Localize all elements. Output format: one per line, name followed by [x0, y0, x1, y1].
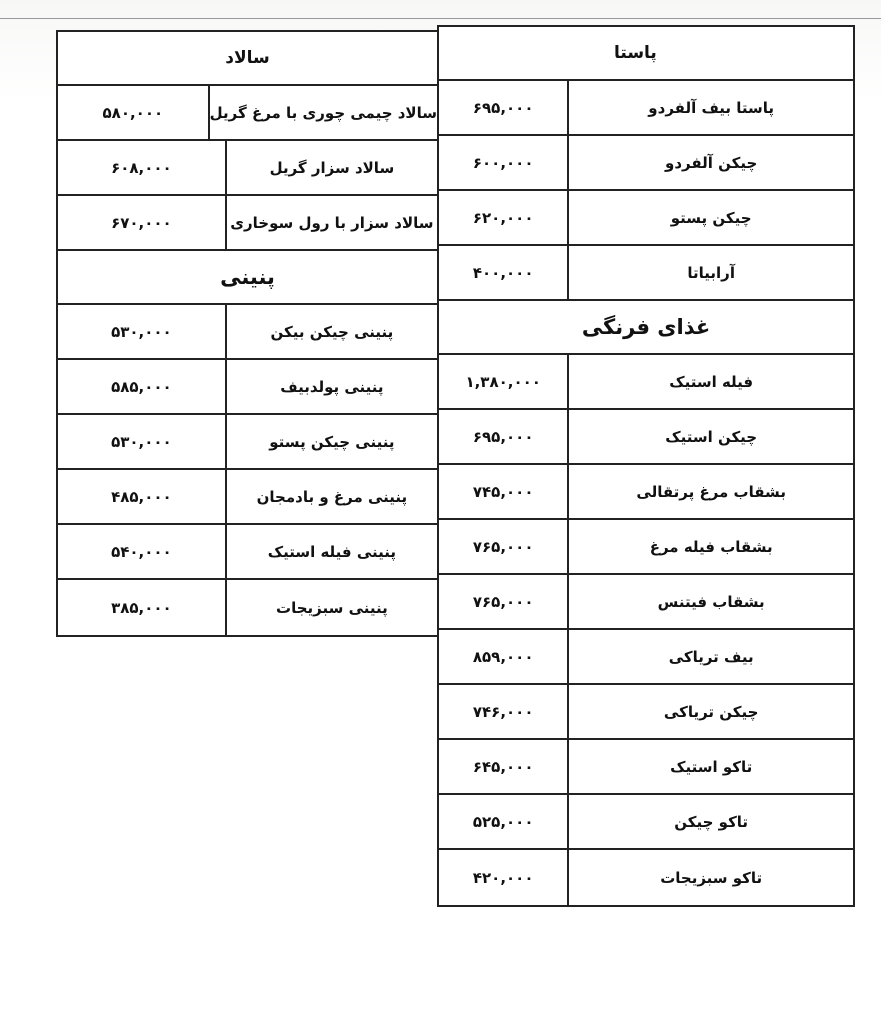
menu-row — [58, 196, 437, 251]
item-name: چیکن استیک — [567, 410, 853, 463]
item-price: ۴۰۰,۰۰۰ — [472, 263, 534, 282]
item-price: ۴۸۵,۰۰۰ — [111, 487, 172, 506]
menu-row — [58, 470, 437, 525]
western-food-section-title: غذای فرنگی — [439, 301, 853, 355]
menu-row — [58, 141, 437, 196]
menu-row — [439, 795, 853, 850]
paper-edge — [0, 18, 881, 19]
item-name: سالاد چیمی چوری با مرغ گریل — [208, 86, 437, 139]
item-price: ۶۴۵,۰۰۰ — [472, 757, 534, 776]
salad-section-title: سالاد — [58, 32, 437, 86]
menu-row — [439, 850, 853, 905]
item-name: تاکو استیک — [567, 740, 853, 793]
item-name: پنینی چیکن بیکن — [225, 305, 437, 358]
item-price: ۵۸۰,۰۰۰ — [102, 103, 164, 122]
western-food-list — [439, 355, 853, 905]
item-name: پنینی پولدبیف — [225, 360, 437, 413]
item-price: ۵۲۵,۰۰۰ — [472, 812, 534, 831]
menu-row — [439, 355, 853, 410]
item-price: ۶۰۰,۰۰۰ — [472, 153, 534, 172]
item-name: چیکن پستو — [567, 191, 853, 244]
item-price: ۴۲۰,۰۰۰ — [472, 868, 534, 887]
item-price: ۸۵۹,۰۰۰ — [472, 647, 534, 666]
item-price: ۷۴۵,۰۰۰ — [472, 482, 534, 501]
item-name: پاستا بیف آلفردو — [567, 81, 853, 134]
item-name: پنینی سبزیجات — [225, 580, 437, 635]
item-name: تاکو چیکن — [567, 795, 853, 848]
menu-row — [439, 685, 853, 740]
item-price: ۶۹۵,۰۰۰ — [472, 98, 534, 117]
item-name: پنینی چیکن پستو — [225, 415, 437, 468]
item-name: آرابیاتا — [567, 246, 853, 299]
item-price: ۵۳۰,۰۰۰ — [111, 432, 172, 451]
item-name: چیکن تریاکی — [567, 685, 853, 738]
menu-row — [439, 81, 853, 136]
item-price: ۵۸۵,۰۰۰ — [111, 377, 172, 396]
menu-row — [439, 575, 853, 630]
item-price: ۷۶۵,۰۰۰ — [472, 537, 534, 556]
item-price: ۵۳۰,۰۰۰ — [111, 322, 172, 341]
pasta-section-title: پاستا — [439, 27, 853, 81]
item-name: بشقاب مرغ پرتقالی — [567, 465, 853, 518]
menu-row — [439, 410, 853, 465]
item-price: ۵۴۰,۰۰۰ — [111, 542, 172, 561]
menu-row — [439, 520, 853, 575]
pasta-list — [439, 81, 853, 301]
left-menu-column — [56, 30, 439, 637]
item-price: ۶۰۸,۰۰۰ — [111, 158, 172, 177]
item-price: ۷۶۵,۰۰۰ — [472, 592, 534, 611]
panini-section-title: پنینی — [58, 251, 437, 305]
menu-row — [439, 136, 853, 191]
menu-row — [58, 86, 437, 141]
salad-list — [58, 86, 437, 251]
menu-row — [58, 360, 437, 415]
menu-row — [439, 465, 853, 520]
item-price: ۶۲۰,۰۰۰ — [472, 208, 534, 227]
item-name: پنینی فیله استیک — [225, 525, 437, 578]
menu-row — [58, 305, 437, 360]
menu-row — [439, 630, 853, 685]
menu-row — [58, 580, 437, 635]
item-name: فیله استیک — [567, 355, 853, 408]
item-price: ۱,۳۸۰,۰۰۰ — [465, 372, 541, 391]
item-name: بشقاب فیله مرغ — [567, 520, 853, 573]
item-name: بیف تریاکی — [567, 630, 853, 683]
menu-row — [439, 740, 853, 795]
panini-list — [58, 305, 437, 635]
item-name: پنینی مرغ و بادمجان — [225, 470, 437, 523]
item-price: ۳۸۵,۰۰۰ — [111, 598, 172, 617]
item-price: ۷۴۶,۰۰۰ — [472, 702, 534, 721]
item-name: چیکن آلفردو — [567, 136, 853, 189]
right-menu-column — [437, 25, 855, 907]
menu-row — [439, 246, 853, 301]
item-name: تاکو سبزیجات — [567, 850, 853, 905]
item-price: ۶۷۰,۰۰۰ — [111, 213, 172, 232]
menu-row — [58, 415, 437, 470]
menu-row — [58, 525, 437, 580]
item-price: ۶۹۵,۰۰۰ — [472, 427, 534, 446]
menu-row — [439, 191, 853, 246]
item-name: سالاد سزار با رول سوخاری — [225, 196, 437, 249]
item-name: سالاد سزار گریل — [225, 141, 437, 194]
item-name: بشقاب فیتنس — [567, 575, 853, 628]
